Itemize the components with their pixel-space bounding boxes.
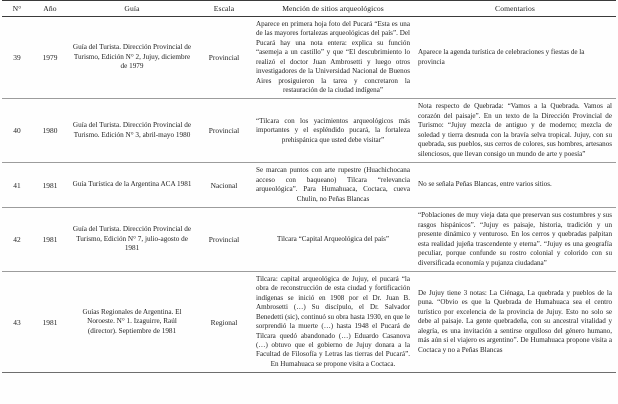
table-body [2, 17, 616, 373]
column-header-escala: Escala [213, 4, 235, 13]
cell-escala: Provincial [208, 53, 240, 63]
cell-anio: 1981 [42, 180, 58, 190]
table-row [2, 163, 616, 208]
cell-numero: 39 [13, 53, 21, 63]
cell-numero: 40 [13, 126, 21, 136]
cell-mencion: “Tilcara con los yacimientos arqueológicos más importantes y el espléndido pucará, la fortaleza prehispánica que usted debe visitar” [256, 116, 410, 144]
column-header-comentarios: Comentarios [495, 4, 535, 13]
column-header-anio: Año [43, 4, 57, 13]
cell-escala: Regional [210, 317, 238, 327]
cell-guia: Guía del Turista. Dirección Provincial de Turismo. Edición N° 3, abril-mayo 1980 [72, 121, 192, 139]
cell-comentarios: Aparece la agenda turística de celebraciones y fiestas de la provincia [418, 48, 585, 66]
cell-numero: 41 [13, 180, 21, 190]
cell-comentarios: Nota respecto de Quebrada: “Vamos a la Quebrada. Vamos al corazón del paisaje”. En un texto de la Dirección Provincial de Turismo: “Jujuy mezcla de antiguo y de moderno; mezcla de soledad y tierra desnuda con la bravía selva tropical. Jujuy, con su quebrada, sus pueblos, sus cerros de colores, sus hombres, artesanos silenciosos, que llevan consigo un mundo de arte y poesía” [418, 102, 612, 158]
table-header-row [2, 1, 616, 17]
cell-comentarios: “Poblaciones de muy vieja data que preservan sus costumbres y sus rasgos hispánicos”. “Jujuy es paisaje, historia, tradición y un presente dinámico y venturoso. En los cerros y quebradas palpitan esta realidad jujeña trascendente y eterna”. “Jujuy es una geografía peculiar, porque confunde su rostro colonial y colorido con su diversificada economía y pujanza ciudadana” [418, 211, 612, 267]
cell-escala: Nacional [210, 180, 238, 190]
cell-comentarios: De Jujuy tiene 3 notas: La Ciénaga, La quebrada y pueblos de la puna. “Obvio es que la Quebrada de Humahuaca sea el centro turístico por excelencia de la provincia de Jujuy. Esto no solo se debe al paisaje. La gente quebradeña, con su ancestral vitalidad y alegría, es una invitación a sentirse orgulloso del género humano, más aún si el viajero es argentino”. De Humahuaca propone visita a Coctaca y no a Peñas Blancas [418, 288, 612, 354]
column-header-numero: N° [12, 4, 22, 13]
cell-mencion: Aparece en primera hoja foto del Pucará “Esta es una de las mayores fortalezas arqueológicas del país”. Del Pucará hay una nota entera: explica su función “asemeja a un castillo” y que “El descubrimiento lo realizó el doctor Juan Ambrosetti y luego otros investigadores de la Universidad Nacional de Buenos Aires prosiguieron la tarea y concretaron la restauración de la ciudad indígena” [256, 20, 410, 94]
table-row [2, 208, 616, 272]
cell-anio: 1981 [42, 235, 58, 245]
column-header-guia: Guía [124, 4, 140, 13]
table-row [2, 272, 616, 373]
cell-anio: 1981 [42, 317, 58, 327]
cell-mencion: Se marcan puntos con arte rupestre (Huachichocana acceso con baqueano) Tilcara “relevancia arqueológica”. Para Humahuaca, Coctaca, cueva Chulin, no Peñas Blancas [256, 166, 410, 203]
cell-guia: Guía del Turista. Dirección Provincial de Turismo, Edición N° 2, Jujuy, diciembre de 1979 [72, 43, 192, 71]
cell-escala: Provincial [208, 126, 240, 136]
column-header-mencion: Mención de sitios arqueológicos [282, 4, 384, 13]
cell-anio: 1980 [42, 126, 58, 136]
cell-anio: 1979 [42, 53, 58, 63]
cell-escala: Provincial [208, 235, 240, 245]
cell-guia: Guía Turística de la Argentina ACA 1981 [72, 180, 192, 189]
cell-guia: Guías Regionales de Argentina. El Noroeste. N° 1. Izaguirre, Raúl (director). Septiembre de 1981 [82, 307, 182, 335]
archaeological-guides-table [2, 0, 616, 373]
cell-mencion: Tilcara “Capital Arqueológica del país” [276, 234, 390, 243]
cell-guia: Guía del Turista. Dirección Provincial de Turismo, Edición N° 7, julio-agosto de 1981 [72, 225, 192, 253]
cell-comentarios: No se señala Peñas Blancas, entre varios sitios. [418, 180, 552, 189]
cell-mencion: Tilcara: capital arqueológica de Jujuy, el pucará “la obra de reconstrucción de esta ciudad y fortificación indígenas se inició en 1908 por el Dr. Juan B. Ambrosetti (…) Su discípulo, el Dr. Salvador Benedetti (sic), continuó su obra hasta 1930, en que le sorprendió la muerte (…) hasta 1948 el Pucará de Tilcara quedó abandonado (…) Eduardo Casanova (…) obtuvo que el gobierno de Jujuy donara a la Facultad de Filosofía y Letras las tierras del Pucará”. En Humahuaca se propone visita a Coctaca. [256, 275, 410, 368]
table-header [2, 1, 616, 17]
cell-numero: 42 [13, 235, 21, 245]
table-row [2, 17, 616, 99]
cell-numero: 43 [13, 317, 21, 327]
table-row [2, 99, 616, 163]
